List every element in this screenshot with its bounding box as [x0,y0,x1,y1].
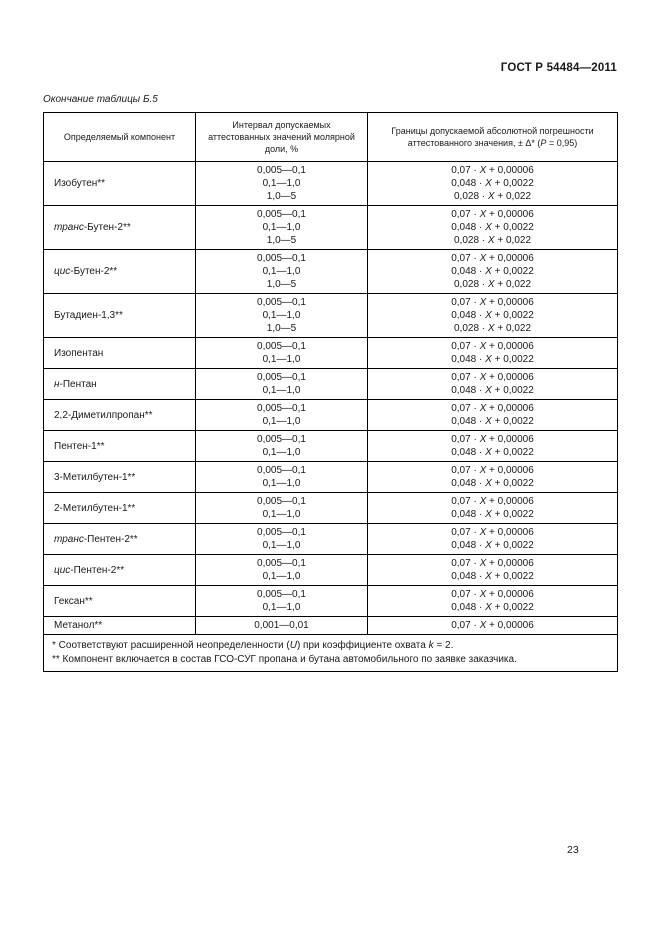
interval-line: 0,005—0,1 [257,165,306,176]
component-name-cell [44,206,196,250]
error-line: 0,028 · X + 0,022 [453,323,531,334]
interval-line: 0,1—1,0 [262,447,301,458]
error-line: 0,07 · X + 0,00006 [451,341,534,352]
interval-line: 0,1—1,0 [262,509,301,520]
error-line: 0,048 · X + 0,0022 [451,571,534,582]
interval-line: 0,1—1,0 [262,385,301,396]
component-name-text: Пентен-1** [54,440,105,452]
error-line: 0,048 · X + 0,0022 [451,266,534,277]
component-name-prefix: транс [54,533,84,545]
error-line: 0,048 · X + 0,0022 [451,602,534,613]
interval-line: 0,1—1,0 [262,540,301,551]
table-caption: Окончание таблицы Б.5 [43,94,158,105]
error-line: 0,048 · X + 0,0022 [451,478,534,489]
column-header-interval: Интервал допускаемых аттестованных значений молярной доли, % [196,113,368,162]
component-name-text: -Пентан [59,378,97,390]
error-line: 0,07 · X + 0,00006 [451,527,534,538]
interval-cell [196,493,368,524]
error-line: 0,048 · X + 0,0022 [451,447,534,458]
interval-line: 0,005—0,1 [257,253,306,264]
interval-cell [196,162,368,206]
error-line: 0,07 · X + 0,00006 [451,620,534,631]
table-row [44,338,618,369]
components-table [43,112,618,672]
interval-cell [196,338,368,369]
column-header-component: Определяемый компонент [44,113,196,162]
interval-line: 0,005—0,1 [257,341,306,352]
error-line: 0,028 · X + 0,022 [453,279,531,290]
component-name-cell [44,462,196,493]
component-name-cell [44,617,196,635]
error-cell [368,431,618,462]
interval-line: 0,005—0,1 [257,297,306,308]
interval-cell [196,250,368,294]
component-name-text: -Бутен-2** [83,222,131,233]
component-name-text: Изобутен** [54,178,106,189]
table-head [44,113,618,162]
error-cell [368,555,618,586]
component-name-prefix: н [54,378,60,390]
interval-cell [196,555,368,586]
table-row [44,369,618,400]
interval-line: 0,1—1,0 [262,222,301,233]
error-line: 0,048 · X + 0,0022 [451,385,534,396]
component-name-cell [44,431,196,462]
footnote-cell [44,635,618,672]
component-name-text: 2,2-Диметилпропан** [54,409,153,421]
interval-line: 0,1—1,0 [262,602,301,613]
error-line: 0,048 · X + 0,0022 [451,416,534,427]
error-cell [368,162,618,206]
error-line: 0,07 · X + 0,00006 [451,165,534,176]
table-container [43,112,617,672]
component-name-text: -Бутен-2** [70,266,118,277]
error-cell [368,338,618,369]
interval-line: 0,005—0,1 [257,434,306,445]
table-row [44,294,618,338]
column-header-error-bounds: Границы допускаемой абсолютной погрешности аттестованного значения, ± Δ* (P = 0,95) [368,113,618,162]
interval-line: 1,0—5 [266,191,297,202]
component-name-text: -Пентен-2** [70,564,125,576]
interval-line: 0,005—0,1 [257,403,306,414]
footnote-row [44,635,618,672]
error-line: 0,028 · X + 0,022 [453,235,531,246]
interval-line: 0,005—0,1 [257,496,306,507]
error-line: 0,07 · X + 0,00006 [451,209,534,220]
interval-cell [196,400,368,431]
table-row [44,493,618,524]
component-name-cell [44,493,196,524]
interval-line: 0,1—1,0 [262,478,301,489]
component-name-prefix: цис [54,266,71,277]
error-line: 0,048 · X + 0,0022 [451,222,534,233]
component-name-cell [44,250,196,294]
error-cell [368,250,618,294]
error-cell [368,586,618,617]
error-line: 0,07 · X + 0,00006 [451,253,534,264]
table-row [44,206,618,250]
interval-line: 0,005—0,1 [257,209,306,220]
interval-cell [196,431,368,462]
interval-cell [196,586,368,617]
interval-line: 0,005—0,1 [257,527,306,538]
table-footnotes [44,635,618,672]
component-name-cell [44,400,196,431]
table-row [44,555,618,586]
interval-line: 1,0—5 [266,279,297,290]
component-name-text: Гексан** [54,595,93,607]
component-name-cell [44,294,196,338]
error-cell [368,400,618,431]
error-line: 0,048 · X + 0,0022 [451,354,534,365]
error-line: 0,07 · X + 0,00006 [451,297,534,308]
error-line: 0,07 · X + 0,00006 [451,434,534,445]
interval-line: 0,1—1,0 [262,354,301,365]
component-name-text: Изопентан [54,347,104,359]
interval-line: 0,005—0,1 [257,558,306,569]
component-name-cell [44,338,196,369]
interval-line: 0,1—1,0 [262,310,301,321]
table-row [44,524,618,555]
interval-line: 0,001—0,01 [254,620,309,631]
error-cell [368,369,618,400]
interval-cell [196,206,368,250]
error-line: 0,048 · X + 0,0022 [451,310,534,321]
component-name-cell [44,555,196,586]
interval-cell [196,617,368,635]
error-cell [368,493,618,524]
error-cell [368,462,618,493]
interval-cell [196,294,368,338]
table-row [44,162,618,206]
error-cell [368,206,618,250]
error-cell [368,524,618,555]
interval-line: 0,1—1,0 [262,178,301,189]
table-body [44,162,618,635]
error-line: 0,028 · X + 0,022 [453,191,531,202]
interval-cell [196,369,368,400]
error-line: 0,048 · X + 0,0022 [451,540,534,551]
interval-line: 0,005—0,1 [257,372,306,383]
error-line: 0,07 · X + 0,00006 [451,403,534,414]
interval-line: 0,1—1,0 [262,266,301,277]
component-name-cell [44,369,196,400]
error-line: 0,07 · X + 0,00006 [451,372,534,383]
component-name-text: -Пентен-2** [83,533,138,545]
interval-line: 0,1—1,0 [262,571,301,582]
interval-line: 1,0—5 [266,235,297,246]
error-line: 0,07 · X + 0,00006 [451,589,534,600]
interval-line: 1,0—5 [266,323,297,334]
header-row [44,113,618,162]
table-row [44,586,618,617]
error-line: 0,048 · X + 0,0022 [451,509,534,520]
table-row [44,400,618,431]
component-name-prefix: транс [54,222,84,233]
component-name-text: 2-Метилбутен-1** [54,502,136,514]
document-header: ГОСТ Р 54484—2011 [500,62,617,74]
component-name-text: 3-Метилбутен-1** [54,471,136,483]
component-name-cell [44,586,196,617]
component-name-text: Метанол** [54,620,103,631]
footnote-line-1: * Соответствуют расширенной неопределенности (U) при коэффициенте охвата k = 2. [52,640,454,651]
page-number: 23 [567,844,579,856]
component-name-prefix: цис [54,564,71,576]
component-name-cell [44,524,196,555]
component-name-cell [44,162,196,206]
error-line: 0,07 · X + 0,00006 [451,496,534,507]
interval-line: 0,1—1,0 [262,416,301,427]
error-line: 0,07 · X + 0,00006 [451,465,534,476]
error-line: 0,07 · X + 0,00006 [451,558,534,569]
table-row [44,431,618,462]
interval-cell [196,462,368,493]
interval-cell [196,524,368,555]
interval-line: 0,005—0,1 [257,465,306,476]
error-line: 0,048 · X + 0,0022 [451,178,534,189]
table-row [44,250,618,294]
component-name-text: Бутадиен-1,3** [54,310,123,321]
footnote-line-2: ** Компонент включается в состав ГСО-СУГ пропана и бутана автомобильного по заявке заказчика. [52,653,517,665]
error-cell [368,617,618,635]
table-row [44,617,618,635]
table-row [44,462,618,493]
interval-line: 0,005—0,1 [257,589,306,600]
error-cell [368,294,618,338]
